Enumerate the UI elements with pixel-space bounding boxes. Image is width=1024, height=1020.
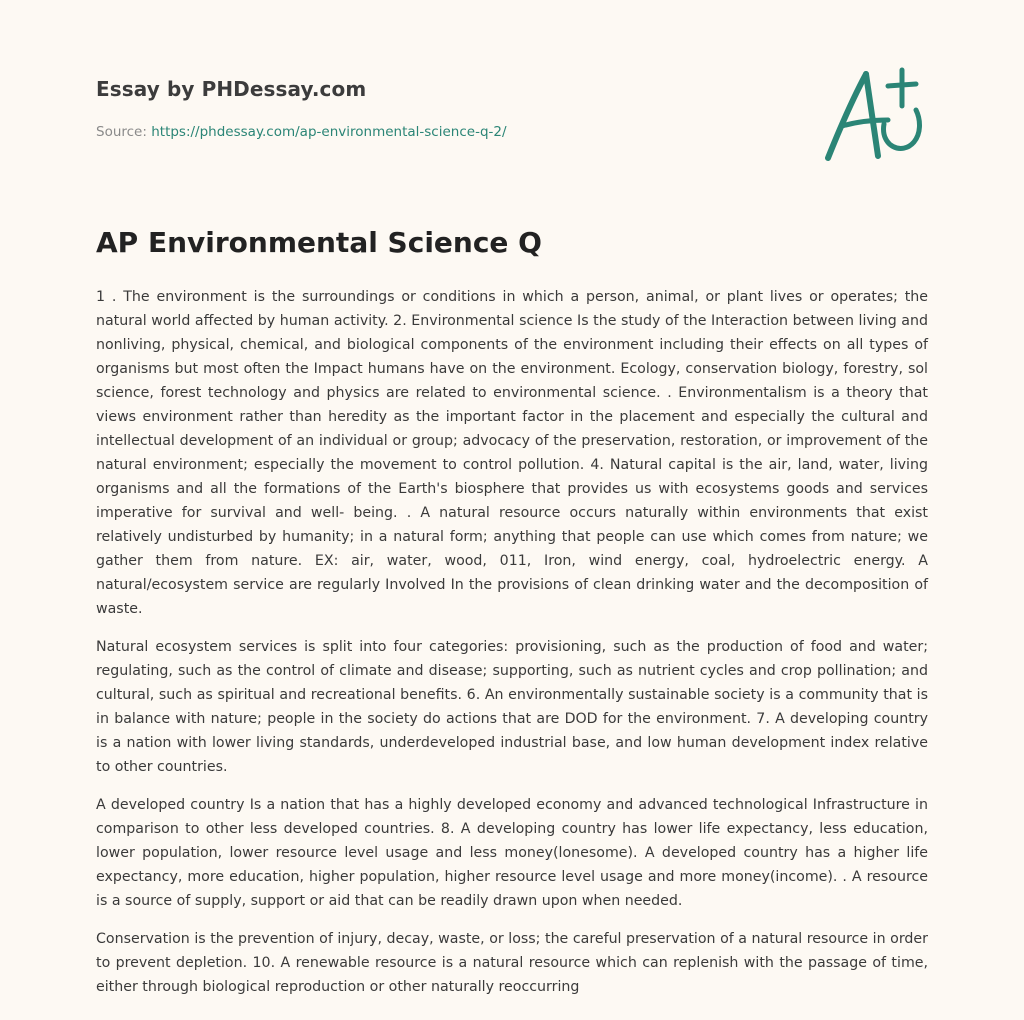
essay-body <box>96 285 928 1013</box>
source-link[interactable]: https://phdessay.com/ap-environmental-science-q-2/ <box>151 124 507 140</box>
a-plus-logo-icon <box>818 66 930 166</box>
essay-paragraph: 1 . The environment is the surroundings or conditions in which a person, animal, or plant lives or operates; the natural world affected by human activity. 2. Environmental science Is the study of the Interaction between living and nonliving, physical, chemical, and biological components of the environment including their effects on all types of organisms but most often the Impact humans have on the environment. Ecology, conservation biology, forestry, sol science, forest technology and physics are related to environmental science. . Environmentalism is a theory that views environment rather than heredity as the important factor in the placement and especially the cultural and intellectual development of an individual or group; advocacy of the preservation, restoration, or improvement of the natural environment; especially the movement to control pollution. 4. Natural capital is the air, land, water, living organisms and all the formations of the Earth's biosphere that provides us with ecosystems goods and services imperative for survival and well- being. . A natural resource occurs naturally within environments that exist relatively undisturbed by humanity; in a natural form; anything that people can use which comes from nature; we gather them from nature. EX: air, water, wood, 011, Iron, wind energy, coal, hydroelectric energy. A natural/ecosystem service are regularly Involved In the provisions of clean drinking water and the decomposition of waste. <box>96 289 928 617</box>
source-label: Source: <box>96 124 152 140</box>
essay-paragraph: A developed country Is a nation that has a highly developed economy and advanced technological Infrastructure in comparison to other less developed countries. 8. A developing country has lower life expectancy, less education, lower population, lower resource level usage and less money(lonesome). A developed country has a higher life expectancy, more education, higher population, higher resource level usage and more money(income). . A resource is a source of supply, support or aid that can be readily drawn upon when needed. <box>96 797 928 909</box>
source-line <box>96 124 507 140</box>
essay-paragraph: Conservation is the prevention of injury, decay, waste, or loss; the careful preservation of a natural resource in order to prevent depletion. 10. A renewable resource is a natural resource which can replenish with the passage of time, either through biological reproduction or other naturally reoccurring <box>96 931 928 995</box>
essay-title: AP Environmental Science Q <box>96 226 542 259</box>
site-title: Essay by PHDessay.com <box>96 77 367 101</box>
essay-paragraph: Natural ecosystem services is split into four categories: provisioning, such as the production of food and water; regulating, such as the control of climate and disease; supporting, such as nutrient cycles and crop pollination; and cultural, such as spiritual and recreational benefits. 6. An environmentally sustainable society is a community that is in balance with nature; people in the society do actions that are DOD for the environment. 7. A developing country is a nation with lower living standards, underdeveloped industrial base, and low human development index relative to other countries. <box>96 639 928 775</box>
